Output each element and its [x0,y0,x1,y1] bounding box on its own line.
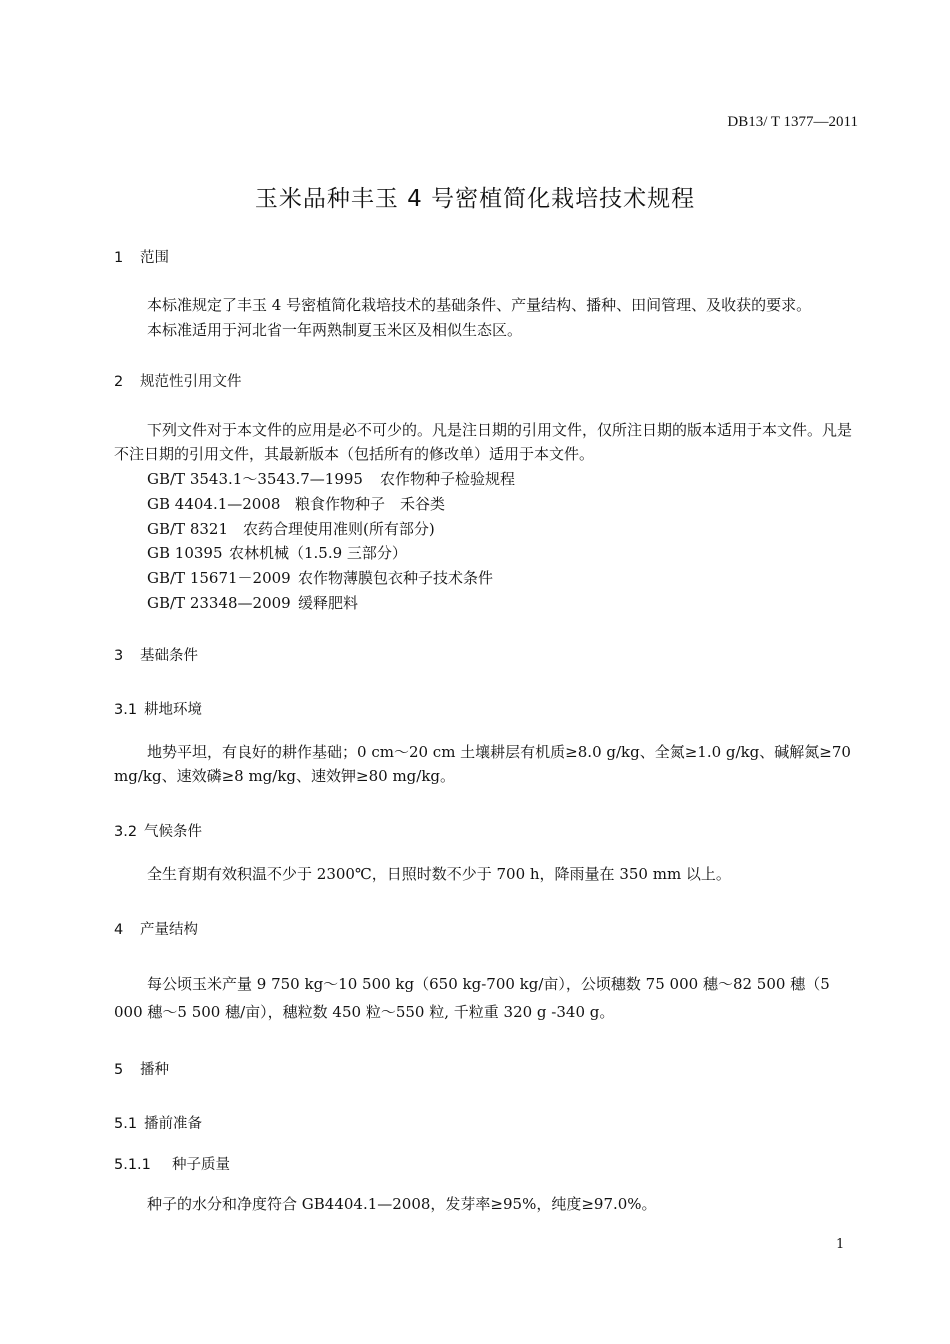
subsection-heading-climate [114,820,202,841]
section-number: 3.1 [114,702,138,718]
section-number: 4 [114,922,124,938]
section-number: 3.2 [114,824,138,840]
reference-item [147,467,515,491]
reference-item [147,591,358,615]
reference-item [147,566,493,590]
section-title: 耕地环境 [144,702,202,718]
reference-code: GB/T 23348—2009 [147,594,291,612]
reference-title: 农药合理使用准则(所有部分) [243,520,435,538]
reference-code: GB/T 15671－2009 [147,569,291,587]
section-title: 种子质量 [172,1157,230,1173]
section-number: 5.1.1 [114,1157,151,1173]
subsection-heading-seed-quality [114,1153,230,1174]
reference-title: 农作物薄膜包衣种子技术条件 [298,569,494,587]
reference-item [147,517,435,541]
paragraph: 全生育期有效积温不少于 2300℃，日照时数不少于 700 h，降雨量在 350 mm 以上。 [147,865,731,883]
section-title: 基础条件 [140,648,198,664]
section-title: 气候条件 [144,824,202,840]
reference-title: 农作物种子检验规程 [380,470,516,488]
section-title: 播前准备 [144,1116,202,1132]
paragraph: 本标准规定了丰玉 4 号密植简化栽培技术的基础条件、产量结构、播种、田间管理、及收获的要求。 [147,296,812,314]
section-number: 1 [114,250,124,266]
paragraph: 种子的水分和净度符合 GB4404.1—2008，发芽率≥95%，纯度≥97.0%。 [147,1195,657,1213]
paragraph: 本标准适用于河北省一年两熟制夏玉米区及相似生态区。 [147,321,523,339]
section-number: 3 [114,648,124,664]
document-code: DB13/ T 1377—2011 [727,114,858,130]
section-heading-basic-conditions [114,644,198,665]
section-title: 产量结构 [140,922,198,938]
paragraph: 每公顷玉米产量 9 750 kg～10 500 kg（650 kg-700 kg/亩），公顷穗数 75 000 穗～82 500 穗（5 000 穗～5 500 穗/亩），穗粒数 450 粒～550 粒, 千粒重 320 g -340 g。 [114,975,830,1021]
document-title: 玉米品种丰玉 4 号密植简化栽培技术规程 [254,186,696,212]
section-heading-scope [114,246,169,267]
section-number: 5.1 [114,1116,138,1132]
section-number: 5 [114,1062,124,1078]
paragraph: 下列文件对于本文件的应用是必不可少的。凡是注日期的引用文件，仅所注日期的版本适用于本文件。凡是不注日期的引用文件，其最新版本（包括所有的修改单）适用于本文件。 [114,421,853,463]
reference-code: GB/T 3543.1～3543.7—1995 [147,470,363,488]
reference-item [147,492,445,516]
paragraph: 地势平坦，有良好的耕作基础；0 cm～20 cm 土壤耕层有机质≥8.0 g/kg、全氮≥1.0 g/kg、碱解氮≥70 mg/kg、速效磷≥8 mg/kg、速效钾≥80 mg/kg。 [114,743,851,785]
section-heading-references [114,370,242,391]
section-title: 范围 [140,250,169,266]
section-heading-yield [114,918,198,939]
subsection-heading-land [114,698,202,719]
reference-item [147,541,407,565]
page-number: 1 [836,1237,845,1252]
section-number: 2 [114,374,124,390]
reference-code: GB 4404.1—2008 [147,495,281,513]
reference-title: 缓释肥料 [298,594,359,612]
section-heading-sowing [114,1058,169,1079]
reference-code: GB 10395 [147,544,223,562]
subsection-heading-pre-sowing [114,1112,202,1133]
section-title: 规范性引用文件 [140,374,242,390]
reference-title: 粮食作物种子 禾谷类 [295,495,446,513]
reference-code: GB/T 8321 [147,520,229,538]
reference-title: 农林机械（1.5.9 三部分） [229,544,407,562]
section-title: 播种 [140,1062,169,1078]
